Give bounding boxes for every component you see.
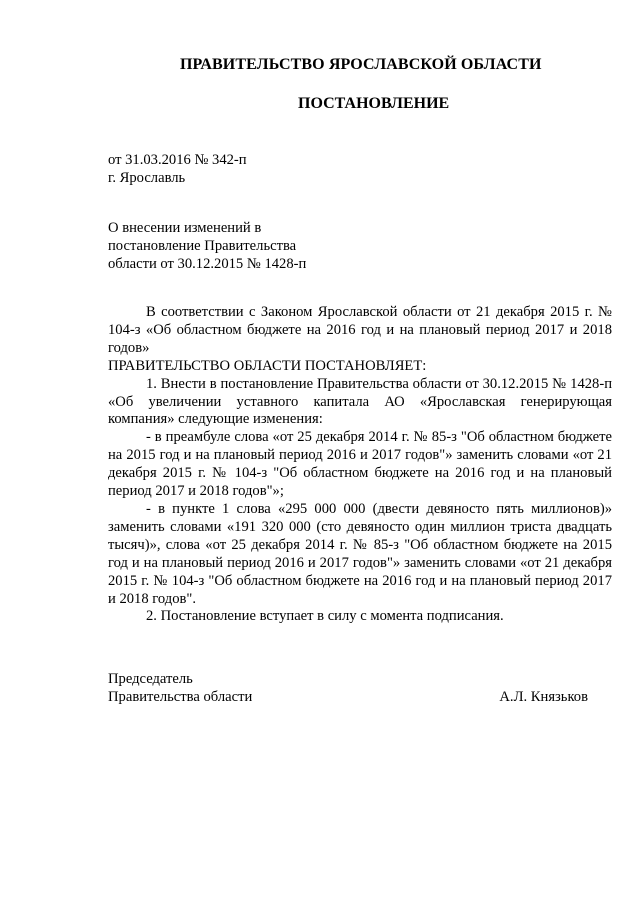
item-1-b-paragraph: - в пункте 1 слова «295 000 000 (двести девяносто пять миллионов)» заменить словами «191 320 000 (сто девяносто один миллион триста двадцать тысяч)», слова «от 25 декабря 2014 г. № 85-з "Об областном бюджете на 2015 год и на плановый период 2016 и 2017 годов"» заменить словами «от 21 декабря 2015 г. № 104-з "Об областном бюджете на 2016 год и на плановый период 2017 и 2018 годов". xyxy=(108,500,612,607)
document-type-title: ПОСТАНОВЛЕНИЕ xyxy=(298,95,450,112)
subject-line-2: постановление Правительства xyxy=(108,238,297,254)
preamble-paragraph: В соответствии с Законом Ярославской области от 21 декабря 2015 г. № 104-з «Об областном бюджете на 2016 год и на плановый период 2017 и 2018 годов» xyxy=(108,304,612,356)
signature-row xyxy=(108,688,588,706)
signatory-position-line-1: Председатель xyxy=(108,671,193,687)
subject-line-3: области от 30.12.2015 № 1428-п xyxy=(108,256,307,272)
government-title: ПРАВИТЕЛЬСТВО ЯРОСЛАВСКОЙ ОБЛАСТИ xyxy=(180,56,542,73)
item-1-paragraph: 1. Внести в постановление Правительства области от 30.12.2015 № 1428-п «Об увеличении уставного капитала АО «Ярославская генерирующая компания» следующие изменения: xyxy=(108,375,612,428)
subject-line-1: О внесении изменений в xyxy=(108,220,262,236)
date-number: от 31.03.2016 № 342-п xyxy=(108,152,247,168)
item-2-paragraph: 2. Постановление вступает в силу с момента подписания. xyxy=(146,608,504,625)
signatory-position-line-2: Правительства области xyxy=(108,689,253,705)
signatory-name: А.Л. Князьков xyxy=(499,689,588,705)
document-subject xyxy=(108,219,348,273)
signature-block xyxy=(108,670,588,706)
city: г. Ярославль xyxy=(108,170,186,186)
resolves-heading: ПРАВИТЕЛЬСТВО ОБЛАСТИ ПОСТАНОВЛЯЕТ: xyxy=(108,357,427,374)
document-body xyxy=(108,304,612,626)
item-1-a-paragraph: - в преамбуле слова «от 25 декабря 2014 г. № 85-з "Об областном бюджете на 2015 год и на плановый период 2016 и 2017 годов"» заменить словами «от 21 декабря 2015 г. № 104-з "Об областном бюджете на 2016 год и на плановый период 2017 и 2018 годов"»; xyxy=(108,429,612,500)
document-meta xyxy=(108,151,247,187)
